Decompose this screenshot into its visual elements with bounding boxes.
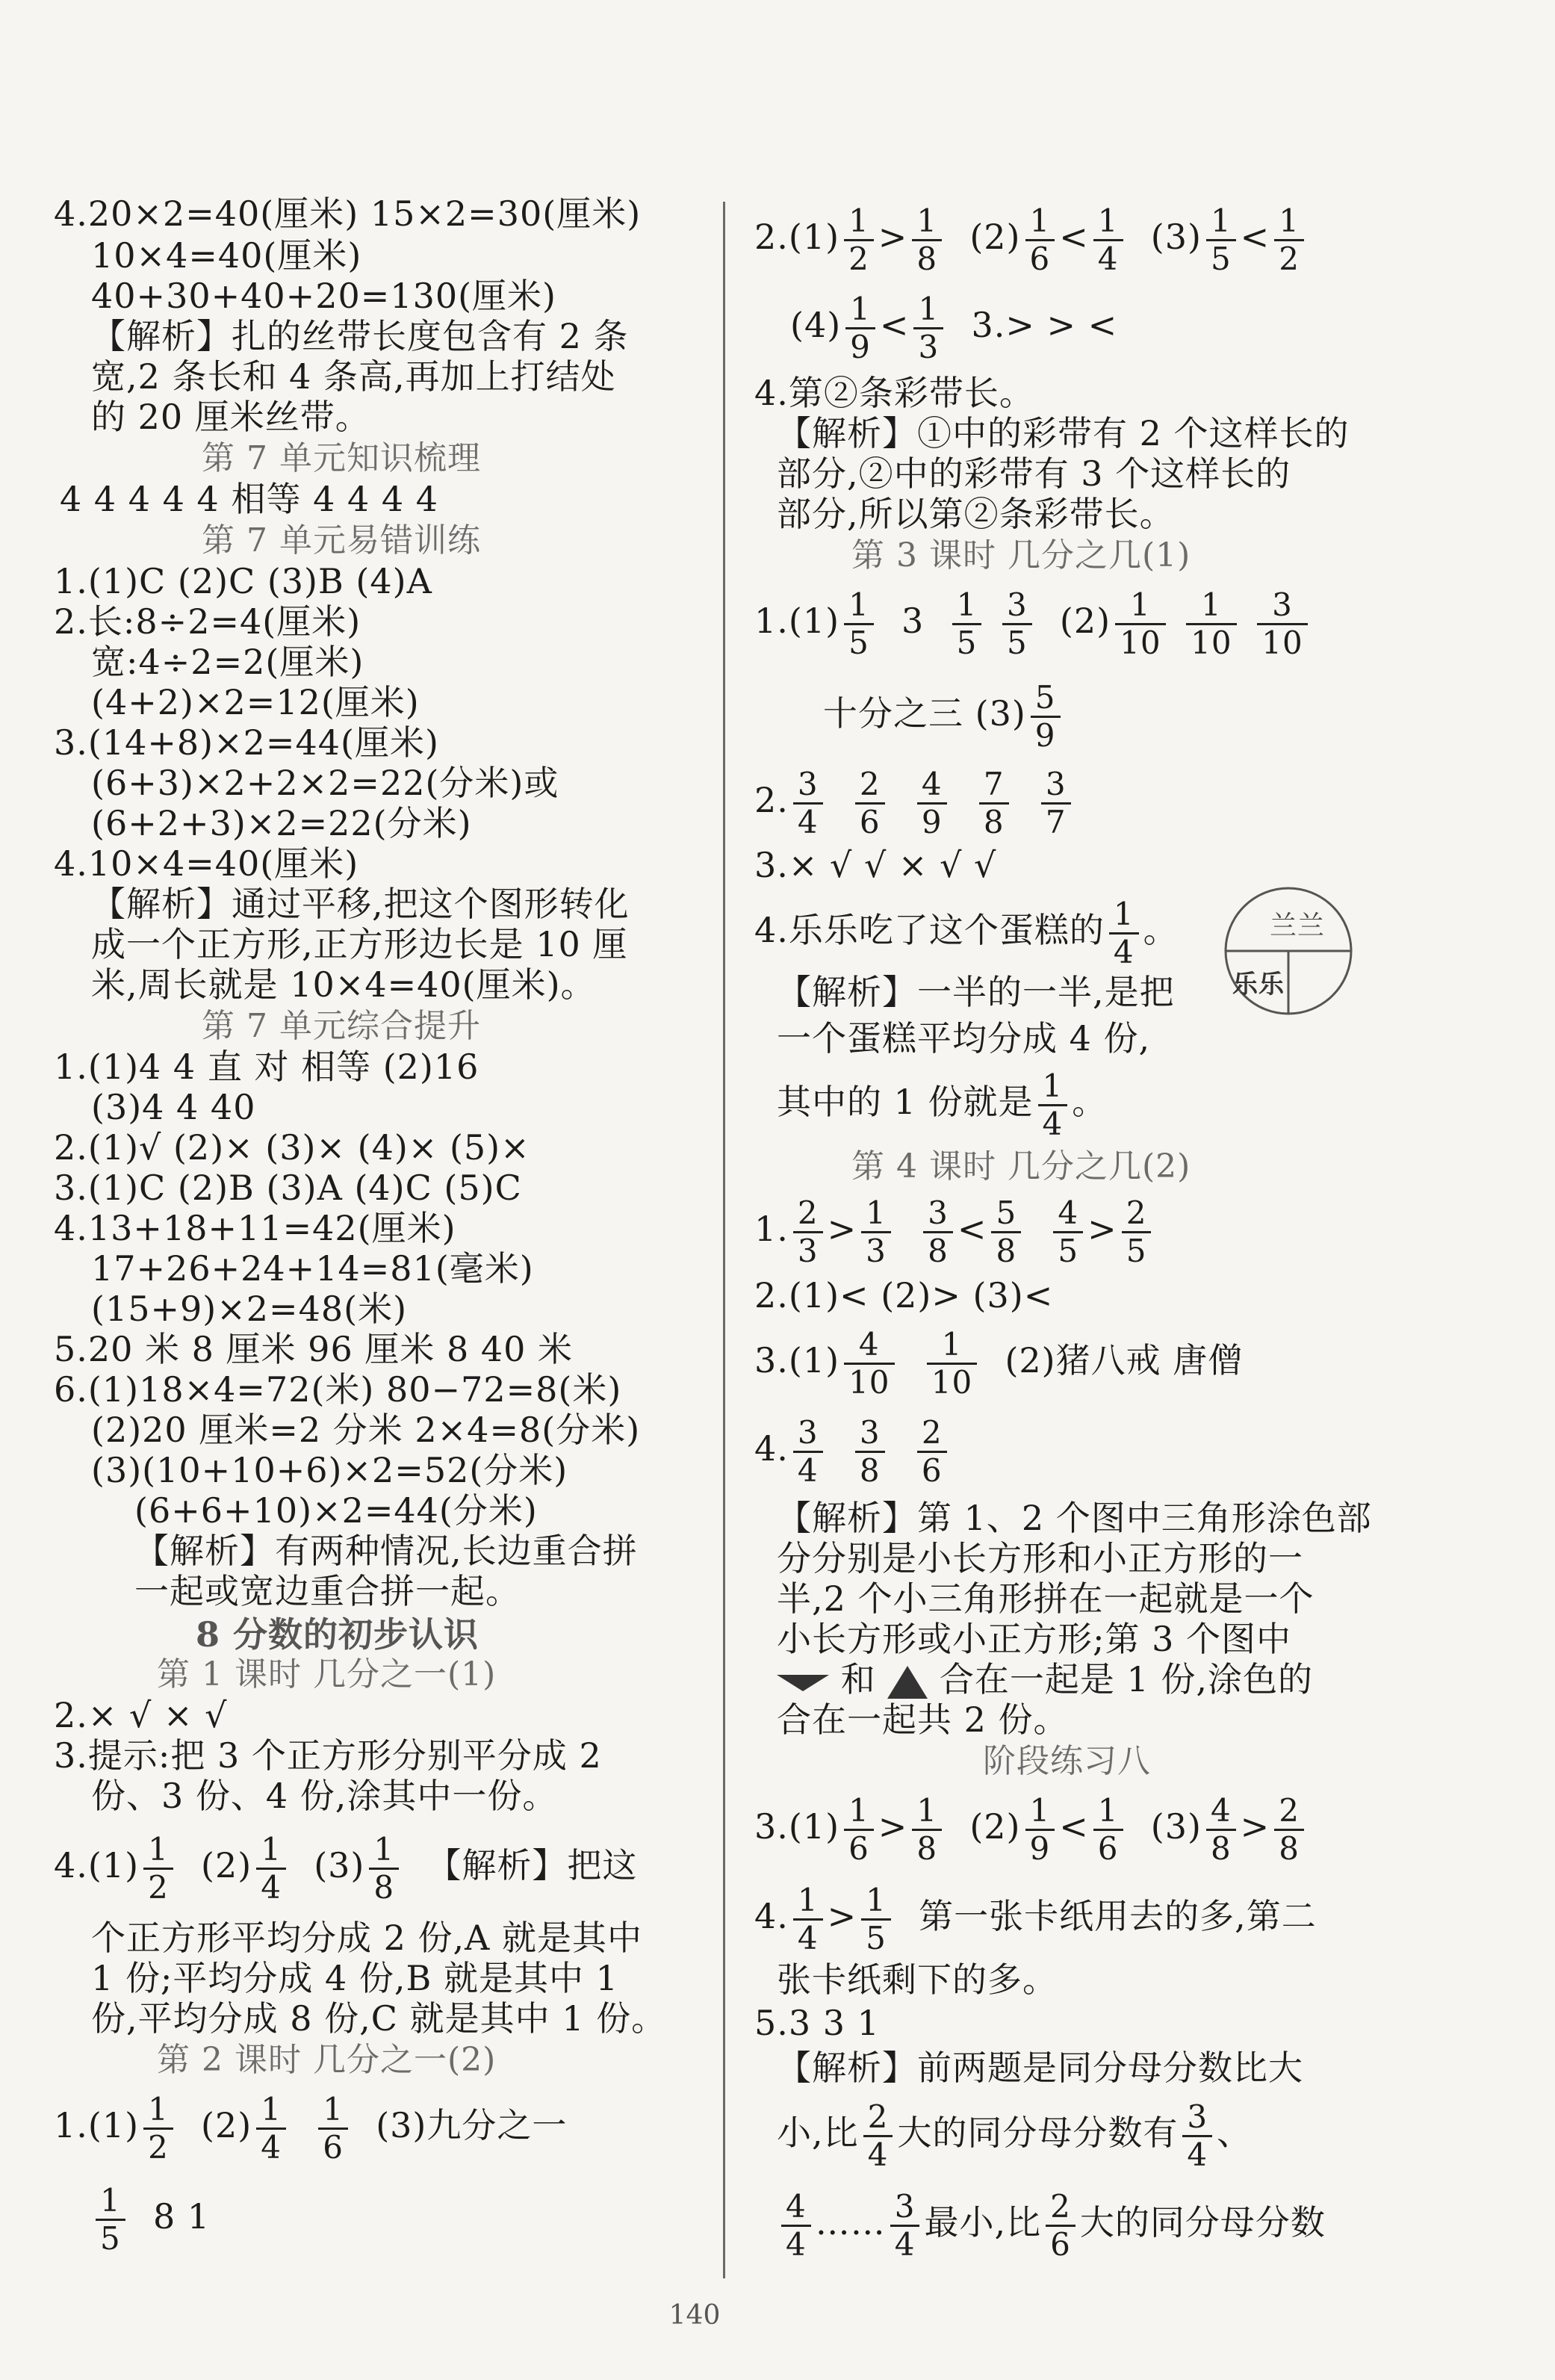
answer-line: 4.第②条彩带长。 [754, 373, 1034, 413]
analysis-line-fractions: 其中的 1 份就是 $\frac{1}{4}$ 。 [777, 1067, 1108, 1142]
denominator: 4 [1113, 933, 1135, 970]
analysis-line: 【解析】一半的一半,是把 [777, 972, 1175, 1012]
numerator: 1 [318, 2092, 348, 2130]
denominator: 5 [1006, 624, 1028, 661]
answer-line: 3.(14+8)×2=44(厘米) [54, 722, 439, 763]
fraction [1025, 1793, 1055, 1867]
denominator: 4 [797, 1451, 819, 1489]
label: 和 [840, 1659, 876, 1699]
analysis-line-fractions [777, 2181, 1326, 2263]
denominator: 8 [1279, 1829, 1300, 1867]
answer-line: (6+3)×2+2×2=22(分米)或 [91, 763, 559, 803]
fraction [861, 1882, 891, 1956]
label: 合在一起是 1 份,涂色的 [939, 1659, 1314, 1699]
numerator: 3 [793, 1415, 823, 1453]
answer-line-fractions: 4. $\frac{1}{4}$ > $\frac{1}{5}$ 第一张卡纸用去的多,第二 [754, 1881, 1317, 1956]
numerator: 5 [1031, 680, 1061, 718]
numerator: 4 [781, 2189, 811, 2227]
numerator: 1 [1025, 203, 1055, 241]
label: 2. [754, 780, 789, 820]
fraction [143, 2092, 173, 2166]
analysis-line: 1 份;平均分成 4 份,B 就是其中 1 [91, 1958, 618, 1998]
label: 【解析】把这 [426, 1845, 638, 1885]
label: (3) [314, 1845, 365, 1885]
numerator: 3 [923, 1195, 953, 1233]
denominator: 8 [928, 1232, 949, 1269]
label: 大的同分母分数有 [897, 2113, 1179, 2153]
fraction [1093, 203, 1123, 277]
numerator: 2 [917, 1415, 947, 1453]
numerator: 2 [1274, 1793, 1304, 1831]
numerator: 1 [927, 1327, 977, 1365]
answer-line: 1.(1)C (2)C (3)B (4)A [54, 561, 432, 601]
denominator: 2 [148, 1868, 169, 1906]
answer-line: 宽:4÷2=2(厘米) [91, 642, 364, 682]
label: 大的同分母分数 [1079, 2202, 1326, 2243]
answer-line: 2.(1)< (2)> (3)< [754, 1275, 1054, 1315]
numerator: 1 [96, 2183, 125, 2221]
numerator: 3 [855, 1415, 885, 1453]
denominator: 8 [859, 1451, 881, 1489]
denominator: 10 [931, 1363, 973, 1401]
label: (3) [1150, 1806, 1202, 1847]
analysis-line: 【解析】通过平移,把这个图形转化 [91, 884, 630, 924]
answer-line: 2.(1)√ (2)× (3)× (4)× (5)× [54, 1127, 530, 1168]
numerator: 5 [991, 1195, 1021, 1233]
answer-line: 17+26+24+14=81(毫米) [91, 1248, 534, 1289]
label: (3)九分之一 [376, 2105, 568, 2145]
numerator: 1 [861, 1882, 891, 1921]
denominator: 8 [916, 240, 938, 277]
lesson-heading: 第 1 课时 几分之一(1) [157, 1655, 497, 1693]
fraction [844, 1793, 874, 1867]
denominator: 8 [373, 1868, 395, 1906]
fraction [923, 1195, 953, 1269]
numerator: 1 [256, 1832, 286, 1870]
denominator: 9 [921, 803, 943, 840]
label: 4. [754, 1896, 789, 1936]
fraction [917, 1415, 947, 1489]
label: 2.(1) [754, 217, 840, 257]
fraction [1093, 1793, 1123, 1867]
fraction [793, 1415, 823, 1489]
numerator: 1 [256, 2092, 286, 2130]
denominator: 10 [1191, 624, 1232, 661]
label: …… [815, 2202, 886, 2243]
numerator: 1 [844, 1793, 874, 1831]
numerator: 1 [844, 203, 874, 241]
answer-line-fractions: 3.(1) $\frac{1}{6}$ > $\frac{1}{8}$ (2) $\frac{1}{9}$ < $\frac{1}{6}$ (3) $\frac{4}{8}$ > $\frac{2}{8}$ [754, 1785, 1309, 1868]
numerator: 7 [979, 766, 1009, 805]
fraction [1274, 1793, 1304, 1867]
fraction [1122, 1195, 1152, 1269]
numerator: 1 [861, 1195, 891, 1233]
numerator: 1 [1025, 1793, 1055, 1831]
denominator: 4 [786, 2225, 807, 2263]
answer-line-fractions [54, 2084, 567, 2166]
fraction [1046, 2189, 1076, 2263]
label: 第一张卡纸用去的多,第二 [919, 1896, 1317, 1936]
denominator: 6 [859, 803, 881, 840]
numerator: 1 [1093, 203, 1123, 241]
numerator: 1 [1186, 587, 1236, 625]
analysis-line: 份,平均分成 8 份,C 就是其中 1 份。 [91, 1998, 667, 2039]
fraction [1053, 1195, 1083, 1269]
fraction [1274, 203, 1304, 277]
denominator: 4 [1042, 1105, 1064, 1142]
fraction [844, 203, 874, 277]
fraction [1206, 203, 1236, 277]
answer-line: 4.20×2=40(厘米) 15×2=30(厘米) [54, 193, 642, 234]
numerator: 1 [912, 1793, 942, 1831]
page-number: 140 [650, 2293, 739, 2338]
numerator: 4 [1206, 1793, 1236, 1831]
analysis-line: 【解析】①中的彩带有 2 个这样长的 [777, 413, 1350, 453]
denominator: 3 [866, 1232, 887, 1269]
numerator: 1 [1206, 203, 1236, 241]
numerator: 3 [793, 766, 823, 805]
answer-line: (15+9)×2=48(米) [91, 1289, 408, 1329]
answer-line: 4.10×4=40(厘米) [54, 843, 359, 884]
denominator: 2 [148, 2128, 169, 2166]
fraction [143, 1832, 173, 1906]
denominator: 4 [894, 2225, 916, 2263]
fraction [256, 1832, 286, 1906]
analysis-line-fractions: 小,比 $\frac{2}{4}$ 大的同分母分数有 $\frac{3}{4}$ 、 [777, 2098, 1253, 2173]
fraction [1206, 1793, 1236, 1867]
label: (2) [201, 1845, 252, 1885]
fraction [917, 766, 947, 840]
fraction [96, 2183, 125, 2257]
fraction [369, 1832, 399, 1906]
denominator: 10 [1261, 624, 1303, 661]
answer-line: 份、3 份、4 份,涂其中一份。 [91, 1776, 558, 1816]
cake-label-lanlan: 兰兰 [1270, 911, 1326, 941]
analysis-line: 【解析】有两种情况,长边重合拼 [134, 1531, 638, 1571]
denominator: 8 [916, 1829, 938, 1867]
denominator: 2 [848, 240, 869, 277]
answer-line: 5.20 米 8 厘米 96 厘米 8 40 米 [54, 1329, 573, 1369]
analysis-line: 的 20 厘米丝带。 [91, 397, 370, 437]
denominator: 4 [261, 2128, 282, 2166]
fraction [318, 2092, 348, 2166]
answer-line-fractions [823, 672, 1065, 754]
answer-line-fractions [754, 1319, 1243, 1401]
analysis-line-shapes [777, 1658, 1313, 1700]
denominator: 6 [323, 2128, 344, 2166]
denominator: 8 [983, 803, 1005, 840]
numerator: 1 [845, 291, 875, 329]
answer-line: 4 4 4 4 4 相等 4 4 4 4 [60, 479, 438, 519]
denominator: 9 [1029, 1829, 1051, 1867]
section-heading: 阶段练习八 [983, 1742, 1151, 1780]
denominator: 10 [1120, 624, 1161, 661]
fraction [1038, 1068, 1068, 1142]
answer-line: (4+2)×2=12(厘米) [91, 682, 420, 722]
numerator: 1 [1274, 203, 1304, 241]
label: (2) [201, 2105, 252, 2145]
column-divider [723, 202, 725, 2278]
denominator: 10 [848, 1363, 890, 1401]
numerator: 4 [1053, 1195, 1083, 1233]
fraction [781, 2189, 811, 2263]
answer-line: (2)20 厘米=2 分米 2×4=8(分米) [91, 1410, 641, 1450]
analysis-line: 一个蛋糕平均分成 4 份, [777, 1018, 1151, 1059]
analysis-line: 合在一起共 2 份。 [777, 1699, 1069, 1740]
denominator: 6 [1050, 2225, 1071, 2263]
numerator: 1 [952, 587, 982, 625]
answer-line-fractions [91, 2175, 210, 2257]
answer-line: (6+2+3)×2=22(分米) [91, 803, 472, 843]
numerator: 1 [793, 1882, 823, 1921]
triangle-shape-icon [887, 1666, 928, 1699]
section-heading: 第 7 单元易错训练 [202, 521, 481, 560]
fraction [863, 2099, 893, 2173]
analysis-line: 【解析】第 1、2 个图中三角形涂色部 [777, 1498, 1372, 1538]
answer-line: 3.(1)C (2)B (3)A (4)C (5)C [54, 1168, 522, 1208]
lesson-heading: 第 2 课时 几分之一(2) [157, 2041, 497, 2079]
fraction [793, 766, 823, 840]
analysis-line: 一起或宽边重合拼一起。 [134, 1571, 521, 1611]
answer-line: 6.(1)18×4=72(米) 80−72=8(米) [54, 1369, 622, 1410]
denominator: 5 [1210, 240, 1232, 277]
label: (2)猪八戒 唐僧 [1005, 1340, 1244, 1380]
label: 4. [754, 1428, 789, 1469]
answer-line: (6+6+10)×2=44(分米) [134, 1490, 538, 1531]
fraction [979, 766, 1009, 840]
fraction [844, 587, 874, 661]
answer-line-fractions [754, 580, 1312, 662]
denominator: 7 [1045, 803, 1067, 840]
answer-line: 3.提示:把 3 个正方形分别平分成 2 [54, 1735, 602, 1776]
numerator: 2 [1122, 1195, 1152, 1233]
section-heading: 第 7 单元知识梳理 [202, 439, 481, 477]
fraction [1257, 587, 1307, 661]
label: 4.(1) [54, 1845, 140, 1885]
label: 8 1 [152, 2196, 211, 2237]
answer-line: 1.(1)4 4 直 对 相等 (2)16 [54, 1047, 479, 1087]
fraction [912, 1793, 942, 1867]
numerator: 1 [1109, 896, 1139, 935]
numerator: 1 [912, 203, 942, 241]
fraction [1186, 587, 1236, 661]
label: 最小,比 [924, 2202, 1042, 2243]
answer-line: 2.长:8÷2=4(厘米) [54, 601, 361, 642]
numerator: 4 [844, 1327, 894, 1365]
analysis-line: 【解析】扎的丝带长度包含有 2 条 [91, 316, 629, 356]
label: 1. [754, 1209, 789, 1249]
answer-line-fractions: 4.乐乐吃了这个蛋糕的 $\frac{1}{4}$ 。 [754, 895, 1179, 970]
fraction [1031, 680, 1061, 754]
label: (2) [969, 1806, 1021, 1847]
numerator: 3 [1182, 2099, 1212, 2137]
numerator: 3 [1041, 766, 1071, 805]
fraction [861, 1195, 891, 1269]
fraction [913, 291, 943, 365]
numerator: 1 [143, 1832, 173, 1870]
answer-line-fractions: 1. $\frac{2}{3}$ > $\frac{1}{3}$ $\frac{3}{8}$ < $\frac{5}{8}$ $\frac{4}{5}$ > $\frac{2}{5}$ [754, 1188, 1155, 1270]
fraction [793, 1195, 823, 1269]
denominator: 3 [797, 1232, 819, 1269]
denominator: 9 [850, 328, 871, 365]
answer-line: 10×4=40(厘米) [91, 235, 362, 276]
denominator: 4 [1097, 240, 1119, 277]
answer-line-fractions [754, 759, 1076, 841]
analysis-line: 米,周长就是 10×4=40(厘米)。 [91, 964, 596, 1005]
analysis-line: 宽,2 条长和 4 条高,再加上打结处 [91, 356, 616, 397]
label: 3.> > < [971, 305, 1118, 345]
answer-line-fractions: 2.(1) $\frac{1}{2}$ > $\frac{1}{8}$ (2) $\frac{1}{6}$ < $\frac{1}{4}$ (3) $\frac{1}{5}$ < $\frac{1}{2}$ [754, 196, 1309, 278]
fraction [991, 1195, 1021, 1269]
denominator: 5 [866, 1919, 887, 1956]
denominator: 3 [918, 328, 940, 365]
numerator: 4 [917, 766, 947, 805]
denominator: 6 [921, 1451, 943, 1489]
label: 小,比 [777, 2113, 859, 2153]
fraction [855, 1415, 885, 1489]
analysis-line: 半,2 个小三角形拼在一起就是一个 [777, 1578, 1315, 1619]
label: 1.(1) [754, 601, 840, 641]
label: (4) [790, 305, 842, 345]
answer-line: 3.× √ √ × √ √ [754, 845, 997, 885]
numerator: 1 [1038, 1068, 1068, 1106]
label: 1.(1) [54, 2105, 140, 2145]
numerator: 3 [1002, 587, 1032, 625]
denominator: 4 [1187, 2136, 1208, 2173]
denominator: 4 [797, 803, 819, 840]
cake-label-lele: 乐乐 [1232, 970, 1285, 1000]
denominator: 4 [867, 2136, 889, 2173]
label: (2) [1059, 601, 1111, 641]
answer-line: 5.3 3 1 [754, 2003, 880, 2043]
numerator: 1 [1115, 587, 1165, 625]
fraction [845, 291, 875, 365]
fraction [927, 1327, 977, 1401]
fraction [844, 1327, 894, 1401]
denominator: 6 [1029, 240, 1051, 277]
label: 3.(1) [754, 1806, 840, 1847]
lesson-heading: 第 4 课时 几分之几(2) [851, 1147, 1191, 1186]
label: 其中的 1 份就是 [777, 1082, 1034, 1122]
analysis-line: 部分,所以第②条彩带长。 [777, 494, 1175, 534]
label: 3.(1) [754, 1340, 840, 1380]
numerator: 3 [890, 2189, 920, 2227]
fraction [855, 766, 885, 840]
analysis-line: 部分,②中的彩带有 3 个这样长的 [777, 453, 1291, 494]
denominator: 4 [261, 1868, 282, 1906]
answer-line: (3)4 4 40 [91, 1087, 256, 1127]
fraction [912, 203, 942, 277]
denominator: 5 [1058, 1232, 1079, 1269]
numerator: 2 [863, 2099, 893, 2137]
analysis-line: 小长方形或小正方形;第 3 个图中 [777, 1619, 1292, 1659]
denominator: 8 [1210, 1829, 1232, 1867]
numerator: 3 [1257, 587, 1307, 625]
denominator: 9 [1034, 716, 1056, 754]
denominator: 5 [100, 2219, 121, 2257]
numerator: 2 [793, 1195, 823, 1233]
numerator: 1 [143, 2092, 173, 2130]
answer-line: 2.× √ × √ [54, 1695, 228, 1735]
numerator: 1 [844, 587, 874, 625]
numerator: 2 [1046, 2189, 1076, 2227]
answer-line: 40+30+40+20=130(厘米) [91, 276, 556, 316]
answer-line: (3)(10+10+6)×2=52(分米) [91, 1450, 568, 1490]
trapezoid-shape-icon [777, 1669, 829, 1696]
fraction [1182, 2099, 1212, 2173]
answer-line-fractions [754, 1407, 952, 1490]
fraction [952, 587, 982, 661]
denominator: 2 [1279, 240, 1300, 277]
fraction [1025, 203, 1055, 277]
lesson-heading: 第 3 课时 几分之几(1) [851, 536, 1191, 574]
answer-line: 张卡纸剩下的多。 [777, 1959, 1058, 2000]
denominator: 8 [996, 1232, 1017, 1269]
numerator: 1 [1093, 1793, 1123, 1831]
fraction [1041, 766, 1071, 840]
fraction [793, 1882, 823, 1956]
analysis-line: 【解析】前两题是同分母分数比大 [777, 2048, 1303, 2088]
answer-line-fractions: (4) $\frac{1}{9}$ < $\frac{1}{3}$ 3.> > < [790, 290, 1118, 365]
denominator: 6 [848, 1829, 869, 1867]
label: 十分之三 (3) [823, 693, 1026, 734]
unit-heading: 8 分数的初步认识 [196, 1614, 479, 1655]
numerator: 1 [369, 1832, 399, 1870]
denominator: 5 [1126, 1232, 1147, 1269]
analysis-line: 个正方形平均分成 2 份,A 就是其中 [91, 1918, 642, 1958]
fraction [1109, 896, 1139, 970]
label: (2) [969, 217, 1021, 257]
label: 3 [901, 601, 925, 641]
numerator: 1 [913, 291, 943, 329]
fraction [1115, 587, 1165, 661]
fraction [256, 2092, 286, 2166]
denominator: 6 [1097, 1829, 1119, 1867]
fraction [890, 2189, 920, 2263]
section-heading: 第 7 单元综合提升 [202, 1007, 481, 1045]
denominator: 5 [848, 624, 869, 661]
label: (3) [1150, 217, 1202, 257]
denominator: 5 [956, 624, 978, 661]
numerator: 2 [855, 766, 885, 805]
label: 4.乐乐吃了这个蛋糕的 [754, 910, 1105, 950]
analysis-line: 分分别是小长方形和小正方形的一 [777, 1538, 1303, 1578]
fraction [1002, 587, 1032, 661]
denominator: 4 [797, 1919, 819, 1956]
answer-line-fractions [54, 1824, 637, 1906]
analysis-line: 成一个正方形,正方形边长是 10 厘 [91, 924, 628, 964]
answer-line: 4.13+18+11=42(厘米) [54, 1208, 456, 1248]
